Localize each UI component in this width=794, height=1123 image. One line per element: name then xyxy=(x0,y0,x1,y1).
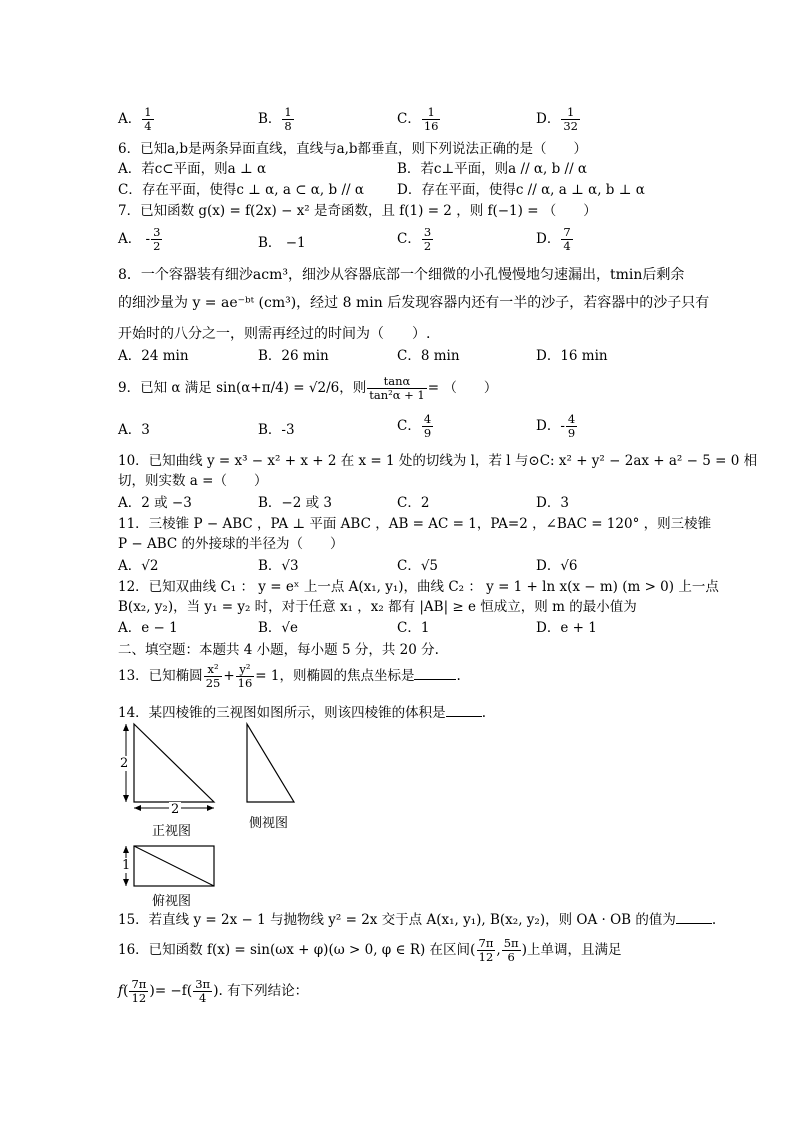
q11-option-a: A．√2 xyxy=(118,558,159,574)
q12-line2: B(x₂, y₂)，当 y₁ = y₂ 时，对于任意 x₁ ，x₂ 都有 |AB| ≥ e 恒成立，则 m 的最小值为 xyxy=(118,599,637,615)
q6-option-b: B．若c⊥平面，则a // α, b // α xyxy=(397,161,588,177)
front-view-caption: 正视图 xyxy=(152,824,192,839)
top-view-depth-label: 1 xyxy=(122,858,131,873)
q8-line3: 开始时的八分之一，则需再经过的时间为（ ）. xyxy=(118,326,431,342)
q12-option-b: B．√e xyxy=(258,620,299,636)
q11-line2: P − ABC 的外接球的半径为（ ） xyxy=(118,536,344,552)
q5-option-b: B． $\frac{1}{8}$ xyxy=(258,105,292,133)
q12-line1: 12．已知双曲线 C₁ ： y = eˣ 上一点 A(x₁, y₁)，曲线 C₂ ： y = 1 + ln x(x − m) (m > 0) 上一点 xyxy=(118,579,719,595)
q11-option-b: B．√3 xyxy=(258,558,299,574)
q9-stem: 9．已知 α 满足 sin(α+π/4) = √2/6，则 $\frac{\tan\alpha}{\text{tan²α + 1}}$ = （ ） xyxy=(118,374,498,402)
q11-option-c: C．√5 xyxy=(397,558,439,574)
q10-option-d: D．3 xyxy=(536,495,569,511)
q8-line1: 8．一个容器装有细沙acm³，细沙从容器底部一个细微的小孔慢慢地匀速漏出，tmin后剩余 xyxy=(118,267,685,283)
q16-stem-line2: f( $\frac{7\pi}{12}$ )= −f( $\frac{3\pi}{4}$ ). 有下列结论： xyxy=(118,977,309,1005)
side-view-diagram xyxy=(244,720,300,808)
q10-line2: 切，则实数 a =（ ） xyxy=(118,473,268,489)
q6-option-c: C．存在平面，使得c ⊥ α, a ⊂ α, b // α xyxy=(118,182,364,198)
q9-option-a: A．3 xyxy=(118,422,150,438)
top-view-caption: 俯视图 xyxy=(152,894,192,909)
front-view-diagram xyxy=(118,720,228,812)
q9-option-d: D．- $\frac{4}{9}$ xyxy=(536,412,576,440)
q9-option-b: B．-3 xyxy=(258,422,295,438)
q7-option-d: D． $\frac{7}{4}$ xyxy=(536,225,571,253)
q6-option-a: A．若c⊂平面，则a ⊥ α xyxy=(118,161,267,177)
q9-option-c: C． $\frac{4}{9}$ xyxy=(397,412,432,440)
q6-stem: 6．已知a,b是两条异面直线，直线与a,b都垂直，则下列说法正确的是（ ） xyxy=(118,141,588,157)
q14-stem: 14．某四棱锥的三视图如图所示，则该四棱锥的体积是 . xyxy=(118,705,486,721)
q8-option-a: A．24 min xyxy=(118,348,189,364)
q6-option-d: D．存在平面，使得c // α, a ⊥ α, b ⊥ α xyxy=(397,182,645,198)
q15-stem: 15．若直线 y = 2x − 1 与抛物线 y² = 2x 交于点 A(x₁, y₁), B(x₂, y₂)，则 OA · OB 的值为 . xyxy=(118,912,717,928)
q10-option-b: B．−2 或 3 xyxy=(258,495,332,511)
side-view-caption: 侧视图 xyxy=(249,816,289,831)
q12-option-c: C．1 xyxy=(397,620,430,636)
q12-option-a: A．e − 1 xyxy=(118,620,178,636)
q12-option-d: D．e + 1 xyxy=(536,620,597,636)
q7-option-c: C． $\frac{3}{2}$ xyxy=(397,225,432,253)
q8-option-c: C．8 min xyxy=(397,348,460,364)
q11-line1: 11．三棱锥 P − ABC ，PA ⊥ 平面 ABC ，AB = AC = 1，PA=2 ，∠BAC = 120° ，则三棱锥 xyxy=(118,516,712,532)
front-view-width-label: 2 xyxy=(171,802,180,817)
q5-option-a: A． $\frac{1}{4}$ xyxy=(118,105,152,133)
front-view-height-label: 2 xyxy=(120,756,129,771)
q8-line2: 的细沙量为 y = ae⁻ᵇᵗ (cm³)，经过 8 min 后发现容器内还有一半的沙子，若容器中的沙子只有 xyxy=(118,295,710,311)
q11-option-d: D．√6 xyxy=(536,558,578,574)
section-2-heading: 二、填空题：本题共 4 小题，每小题 5 分，共 20 分. xyxy=(118,642,439,658)
top-view-diagram xyxy=(118,842,222,892)
q5-option-c: C． $\frac{1}{16}$ xyxy=(397,105,439,133)
q10-option-c: C．2 xyxy=(397,495,430,511)
q10-option-a: A．2 或 −3 xyxy=(118,495,192,511)
q5-option-d: D． $\frac{1}{32}$ xyxy=(536,105,578,133)
q7-option-b: B． −1 xyxy=(258,235,306,251)
q8-option-b: B．26 min xyxy=(258,348,329,364)
q13-stem: 13．已知椭圆 $\frac{\text{x²}}{25}$ + $\frac{\text{y²}}{16}$ = 1，则椭圆的焦点坐标是 . xyxy=(118,662,461,690)
q7-option-a: A． - $\frac{3}{2}$ xyxy=(118,225,161,253)
q7-stem: 7．已知函数 g(x) = f(2x) − x² 是奇函数，且 f(1) = 2 ，则 f(−1) = （ ） xyxy=(118,203,597,219)
q16-stem-line1: 16．已知函数 f(x) = sin(ωx + φ)(ω > 0, φ ∈ R) 在区间( $\frac{7\pi}{12}$ , $\frac{5\pi}{6}$ )上单调，且满足 xyxy=(118,936,622,964)
q8-option-d: D．16 min xyxy=(536,348,608,364)
q10-line1: 10．已知曲线 y = x³ − x² + x + 2 在 x = 1 处的切线为 l，若 l 与⊙C: x² + y² − 2ax + a² − 5 = 0 相 xyxy=(118,453,758,469)
